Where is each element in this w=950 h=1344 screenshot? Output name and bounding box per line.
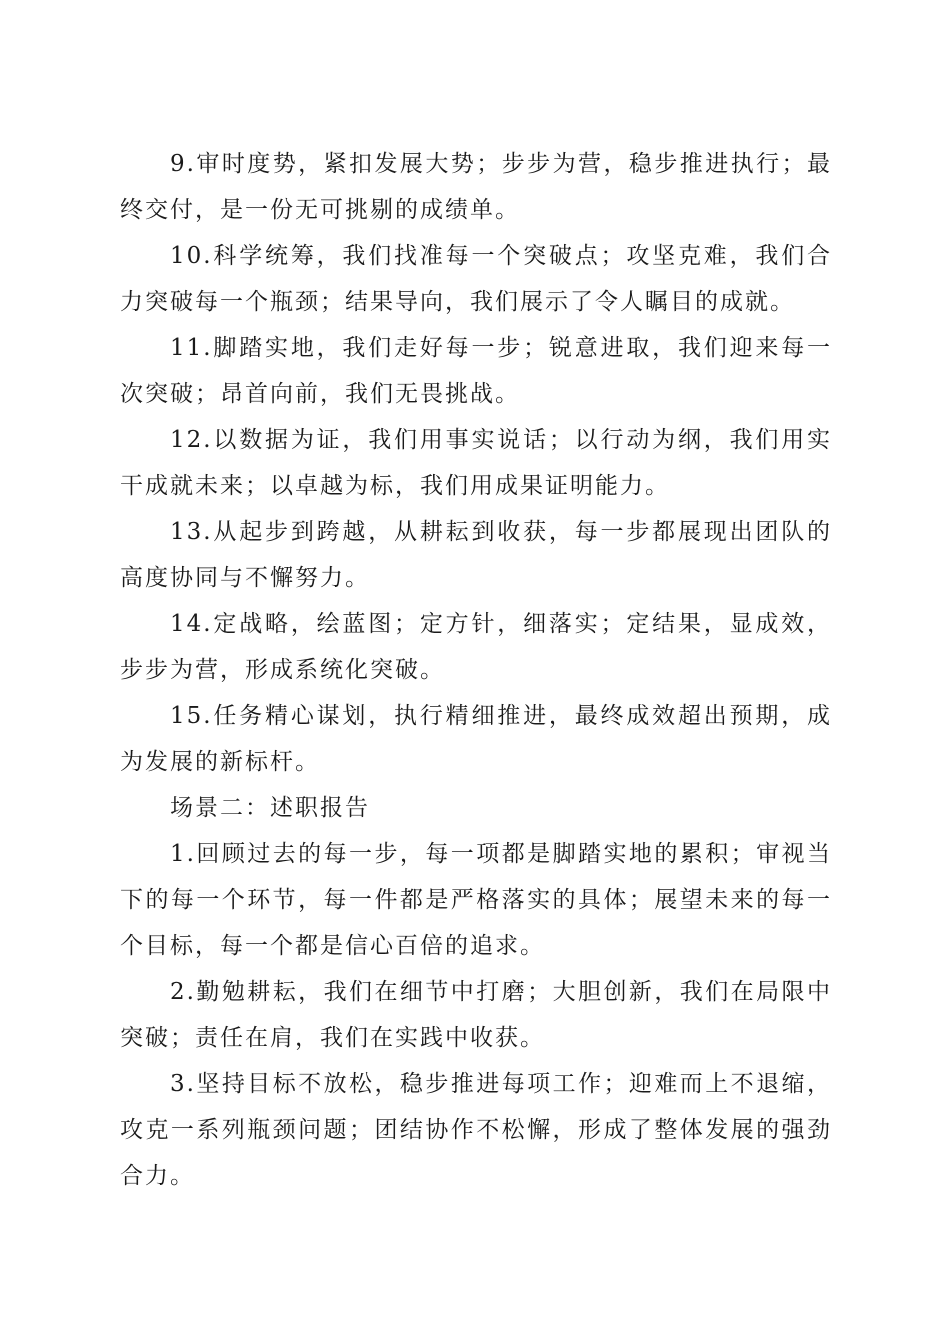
paragraph-item-1: 1.回顾过去的每一步，每一项都是脚踏实地的累积；审视当下的每一个环节，每一件都是严格落实的具体；展望未来的每一个目标，每一个都是信心百倍的追求。 — [120, 841, 832, 959]
section-heading-scene-two: 场景二：述职报告 — [170, 795, 370, 821]
paragraph-item-15: 15.任务精心谋划，执行精细推进，最终成效超出预期，成为发展的新标杆。 — [120, 703, 832, 775]
paragraph-item-12: 12.以数据为证，我们用事实说话；以行动为纲，我们用实干成就未来；以卓越为标，我们用成果证明能力。 — [120, 427, 832, 499]
paragraph-item-9: 9.审时度势，紧扣发展大势；步步为营，稳步推进执行；最终交付，是一份无可挑剔的成绩单。 — [120, 151, 832, 223]
paragraph-item-11: 11.脚踏实地，我们走好每一步；锐意进取，我们迎来每一次突破；昂首向前，我们无畏挑战。 — [120, 335, 832, 407]
paragraph-item-2: 2.勤勉耕耘，我们在细节中打磨；大胆创新，我们在局限中突破；责任在肩，我们在实践中收获。 — [120, 979, 832, 1051]
paragraph-item-3: 3.坚持目标不放松，稳步推进每项工作；迎难而上不退缩，攻克一系列瓶颈问题；团结协作不松懈，形成了整体发展的强劲合力。 — [120, 1071, 832, 1189]
paragraph-item-13: 13.从起步到跨越，从耕耘到收获，每一步都展现出团队的高度协同与不懈努力。 — [120, 519, 832, 591]
paragraph-item-10: 10.科学统筹，我们找准每一个突破点；攻坚克难，我们合力突破每一个瓶颈；结果导向，我们展示了令人瞩目的成就。 — [120, 243, 832, 315]
document-body — [120, 141, 832, 1199]
paragraph-item-14: 14.定战略，绘蓝图；定方针，细落实；定结果，显成效，步步为营，形成系统化突破。 — [120, 611, 832, 683]
